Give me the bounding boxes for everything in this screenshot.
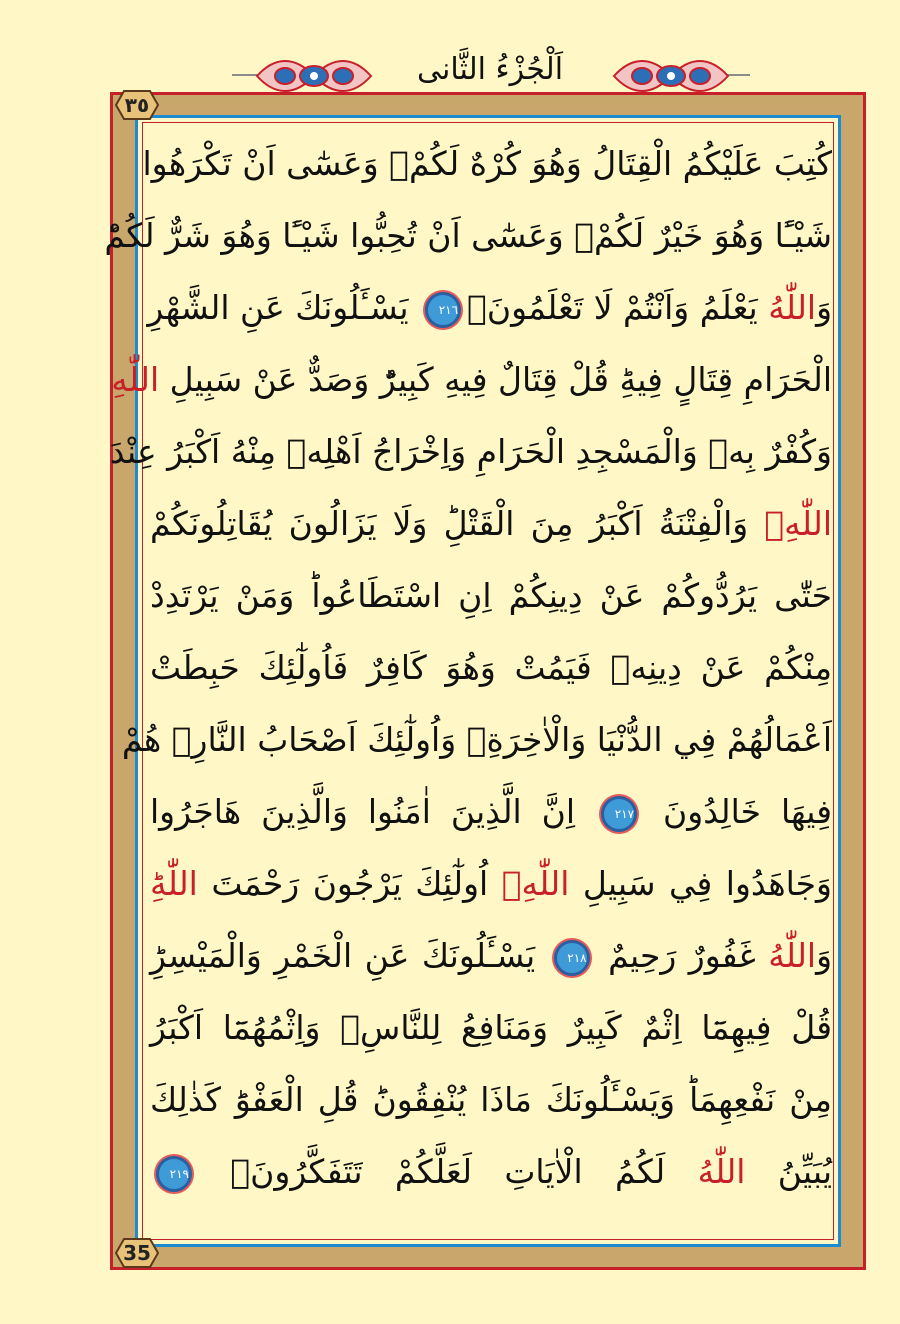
- ayah-marker: ٢١٧: [601, 796, 637, 832]
- line-text: مِنْ نَفْعِهِمَاؕ وَيَسْـَٔلُونَكَ مَاذَا يُنْفِقُونَؕ قُلِ الْعَفْوَؕ كَذٰلِكَ: [150, 1080, 832, 1119]
- allah-word: اللّٰهِۚ: [764, 504, 832, 543]
- quran-text: [104, 128, 833, 1208]
- page-number-bottom: [112, 1236, 162, 1270]
- text-line: [150, 1064, 832, 1136]
- text-line: [121, 704, 832, 776]
- page-number-latin: 35: [123, 1241, 151, 1265]
- line-text: مِنْكُمْ عَنْ دِينِهٖ فَيَمُتْ وَهُوَ كَافِرٌ فَاُولٰٓئِكَ حَبِطَتْ: [150, 648, 832, 687]
- allah-word: اللّٰهُ: [768, 288, 817, 327]
- allah-word: اللّٰهُ: [768, 936, 817, 975]
- line-text: شَيْـًٔا وَهُوَ خَيْرٌ لَكُمْۚ وَعَسٰٓى اَنْ تُحِبُّوا شَيْـًٔا وَهُوَ شَرٌّ لَكُمْؕ: [104, 216, 832, 255]
- line-text: وَ: [816, 288, 832, 327]
- ayah-marker: ٢١٦: [425, 292, 461, 328]
- text-line: [111, 344, 832, 416]
- line-text: يَسْـَٔلُونَكَ عَنِ الشَّهْرِ: [147, 288, 420, 327]
- line-text: يُبَيِّنُ: [745, 1152, 833, 1191]
- line-text: كُتِبَ عَلَيْكُمُ الْقِتَالُ وَهُوَ كُرْهٌ لَكُمْۚ وَعَسٰٓى اَنْ تَكْرَهُوا: [142, 144, 832, 183]
- line-text: وَ: [816, 936, 832, 975]
- allah-word: اللّٰهِؕ: [150, 864, 198, 903]
- text-line: [150, 992, 832, 1064]
- allah-word: اللّٰهِۙ: [501, 864, 570, 903]
- line-text: يَسْـَٔلُونَكَ عَنِ الْخَمْرِ وَالْمَيْسِرِؕ: [150, 936, 548, 975]
- line-text: الْحَرَامِ قِتَالٍ فِيهِؕ قُلْ قِتَالٌ فِيهِ كَبِيرٌؕ وَصَدٌّ عَنْ سَبِيلِ: [159, 360, 832, 399]
- line-text: غَفُورٌ رَحِيمٌ: [595, 936, 769, 975]
- text-line: [150, 560, 832, 632]
- line-text: قُلْ فِيهِمَٓا اِثْمٌ كَبِيرٌ وَمَنَافِعُ لِلنَّاسِؗ وَاِثْمُهُمَٓا اَكْبَرُ: [150, 1008, 832, 1047]
- allah-word: اللّٰهُ: [697, 1152, 746, 1191]
- allah-word: اللّٰهِ: [111, 360, 160, 399]
- juz-title: اَلْجُزْءُ الثَّانى: [416, 52, 564, 87]
- text-line: [142, 128, 832, 200]
- line-text: اَعْمَالُهُمْ فِي الدُّنْيَا وَالْاٰخِرَةِۚ وَاُولٰٓئِكَ اَصْحَابُ النَّارِۚ هُمْ: [121, 720, 832, 759]
- line-text: فِيهَا خَالِدُونَ: [643, 792, 832, 831]
- page-number-top: [112, 88, 162, 122]
- text-line: [150, 488, 832, 560]
- line-text: وَالْفِتْنَةُ اَكْبَرُ مِنَ الْقَتْلِؕ وَلَا يَزَالُونَ يُقَاتِلُونَكُمْ: [150, 504, 765, 543]
- text-line: [150, 632, 832, 704]
- text-line: [150, 848, 832, 920]
- text-line: [150, 776, 832, 848]
- line-text: وَكُفْرٌ بِهٖ وَالْمَسْجِدِ الْحَرَامِ وَاِخْرَاجُ اَهْلِهٖ مِنْهُ اَكْبَرُ عِنْدَ: [109, 432, 832, 471]
- page-number-arabic: ٣٥: [124, 93, 150, 117]
- text-line: [150, 920, 832, 992]
- ayah-marker: ٢١٩: [156, 1156, 192, 1192]
- text-line: [150, 1136, 832, 1208]
- line-text: يَعْلَمُ وَاَنْتُمْ لَا تَعْلَمُونَ۟: [467, 288, 769, 327]
- line-text: اِنَّ الَّذِينَ اٰمَنُوا وَالَّذِينَ هَاجَرُوا: [150, 792, 596, 831]
- text-line: [147, 272, 832, 344]
- line-text: وَجَاهَدُوا فِي سَبِيلِ: [569, 864, 832, 903]
- text-line: [109, 416, 832, 488]
- line-text: اُولٰٓئِكَ يَرْجُونَ رَحْمَتَ: [197, 864, 502, 903]
- line-text: حَتّٰى يَرُدُّوكُمْ عَنْ دِينِكُمْ اِنِ اسْتَطَاعُواؕ وَمَنْ يَرْتَدِدْ: [150, 576, 832, 615]
- text-line: [104, 200, 832, 272]
- ayah-marker: ٢١٨: [554, 940, 590, 976]
- line-text: لَكُمُ الْاٰيَاتِ لَعَلَّكُمْ تَتَفَكَّرُونَۙ: [198, 1152, 698, 1191]
